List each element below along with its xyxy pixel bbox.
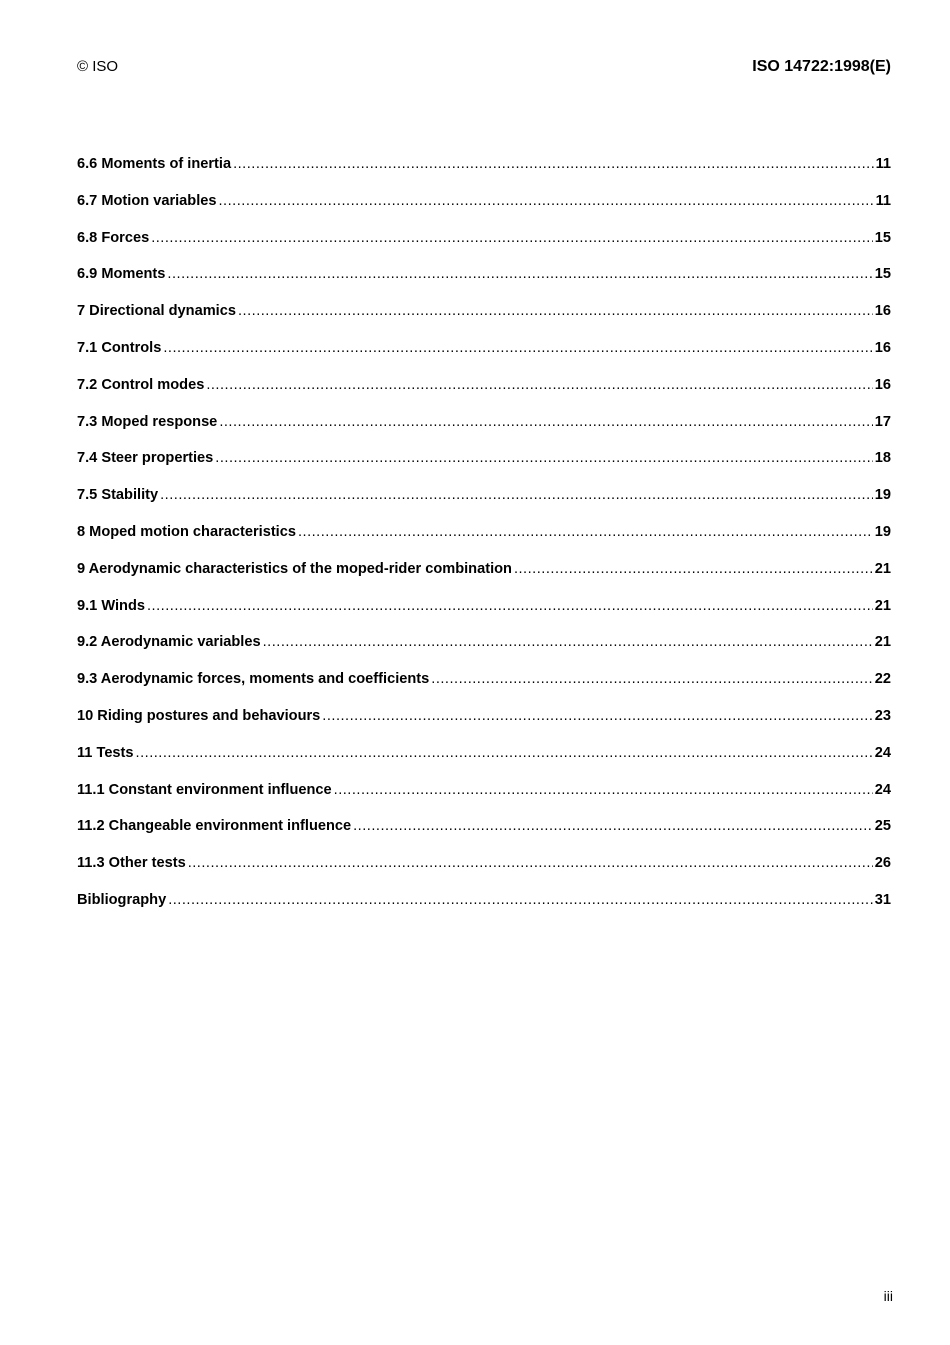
toc-entry[interactable]	[77, 743, 891, 780]
toc-entry-title: 10 Riding postures and behaviours	[77, 707, 321, 724]
toc-entry-title: 9.2 Aerodynamic variables	[77, 634, 261, 651]
toc-entry-page: 21	[874, 597, 891, 614]
toc-entry[interactable]	[77, 375, 891, 412]
toc-leader-dots	[298, 522, 873, 542]
toc-entry-page: 24	[874, 781, 891, 798]
toc-leader-dots	[167, 264, 872, 284]
toc-entry-title: 11 Tests	[77, 744, 134, 761]
toc-entry-page: 24	[874, 744, 891, 761]
toc-entry[interactable]	[77, 632, 891, 669]
table-of-contents	[77, 154, 891, 927]
toc-leader-dots	[238, 301, 873, 321]
toc-leader-dots	[136, 743, 873, 763]
toc-entry-page: 15	[874, 266, 891, 283]
toc-leader-dots	[219, 191, 874, 211]
toc-entry-page: 11	[875, 192, 891, 209]
toc-entry[interactable]	[77, 228, 891, 265]
toc-leader-dots	[206, 375, 872, 395]
toc-leader-dots	[514, 559, 873, 579]
toc-entry[interactable]	[77, 890, 891, 927]
page-number: iii	[883, 1288, 893, 1304]
toc-entry[interactable]	[77, 706, 891, 743]
copyright-notice: © ISO	[77, 58, 119, 75]
toc-entry-title: 7.1 Controls	[77, 339, 162, 356]
toc-entry-page: 16	[874, 376, 891, 393]
toc-leader-dots	[168, 890, 873, 910]
toc-entry-title: 6.6 Moments of inertia	[77, 156, 232, 172]
toc-leader-dots	[151, 228, 873, 248]
toc-entry-page: 18	[874, 450, 891, 467]
toc-entry-title: 11.2 Changeable environment influence	[77, 818, 352, 835]
toc-entry-title: 8 Moped motion characteristics	[77, 523, 296, 540]
toc-leader-dots	[188, 853, 873, 873]
toc-entry-title: 6.9 Moments	[77, 266, 166, 283]
toc-entry-page: 25	[874, 818, 891, 835]
toc-entry-page: 23	[874, 707, 891, 724]
toc-entry-page: 31	[874, 891, 891, 908]
toc-entry[interactable]	[77, 485, 891, 522]
toc-entry[interactable]	[77, 412, 891, 449]
toc-entry[interactable]	[77, 669, 891, 706]
toc-leader-dots	[160, 485, 873, 505]
toc-entry-page: 22	[874, 671, 891, 688]
toc-entry-page: 11	[875, 156, 891, 172]
toc-entry-title: 9.1 Winds	[77, 597, 145, 614]
toc-leader-dots	[163, 338, 872, 358]
toc-entry-page: 26	[874, 855, 891, 872]
toc-entry-page: 21	[874, 560, 891, 577]
toc-entry-title: Bibliography	[77, 891, 167, 908]
toc-leader-dots	[353, 816, 873, 836]
toc-entry-title: 6.7 Motion variables	[77, 192, 217, 209]
toc-entry[interactable]	[77, 596, 891, 633]
toc-entry[interactable]	[77, 780, 891, 817]
toc-entry-title: 9.3 Aerodynamic forces, moments and coefficients	[77, 671, 430, 688]
toc-leader-dots	[215, 448, 872, 468]
toc-entry-title: 7.3 Moped response	[77, 413, 218, 430]
toc-leader-dots	[431, 669, 873, 689]
toc-leader-dots	[263, 632, 873, 652]
toc-entry-page: 21	[874, 634, 891, 651]
toc-entry-title: 7.5 Stability	[77, 487, 159, 504]
toc-entry-title: 7 Directional dynamics	[77, 303, 236, 320]
toc-entry[interactable]	[77, 448, 891, 485]
toc-entry[interactable]	[77, 264, 891, 301]
toc-entry-title: 9 Aerodynamic characteristics of the moped-rider combination	[77, 560, 512, 577]
toc-leader-dots	[334, 780, 873, 800]
toc-leader-dots	[233, 154, 873, 174]
toc-entry[interactable]	[77, 338, 891, 375]
toc-entry-page: 16	[874, 339, 891, 356]
toc-entry-page: 15	[874, 229, 891, 246]
toc-entry-page: 16	[874, 303, 891, 320]
toc-entry[interactable]	[77, 154, 891, 191]
toc-leader-dots	[147, 596, 873, 616]
toc-entry[interactable]	[77, 559, 891, 596]
toc-entry[interactable]	[77, 853, 891, 890]
toc-entry-title: 7.2 Control modes	[77, 376, 205, 393]
toc-entry-title: 11.3 Other tests	[77, 855, 186, 872]
toc-entry-page: 19	[874, 487, 891, 504]
toc-entry[interactable]	[77, 301, 891, 338]
toc-entry[interactable]	[77, 191, 891, 228]
toc-entry-page: 19	[874, 523, 891, 540]
toc-leader-dots	[219, 412, 872, 432]
toc-entry[interactable]	[77, 816, 891, 853]
toc-entry-title: 6.8 Forces	[77, 229, 150, 246]
toc-entry[interactable]	[77, 522, 891, 559]
toc-leader-dots	[322, 706, 872, 726]
standard-designation: ISO 14722:1998(E)	[752, 58, 891, 75]
toc-entry-title: 7.4 Steer properties	[77, 450, 214, 467]
toc-entry-page: 17	[874, 413, 891, 430]
toc-entry-title: 11.1 Constant environment influence	[77, 781, 332, 798]
